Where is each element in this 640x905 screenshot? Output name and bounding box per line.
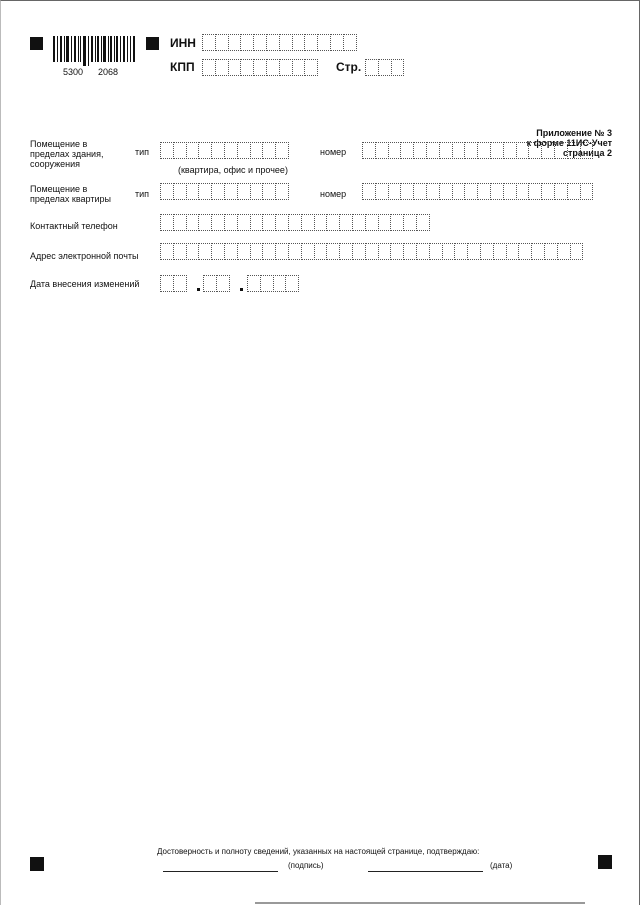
date-of-change-label: Дата внесения изменений: [30, 279, 140, 289]
phone-cells[interactable]: [160, 214, 429, 231]
apartment-number-cells[interactable]: [362, 183, 592, 200]
corner-marker-bottom-right: [598, 855, 612, 869]
page-number-cells[interactable]: [365, 59, 403, 76]
barcode-number-right: 2068: [98, 67, 119, 77]
building-number-label: номер: [320, 147, 347, 157]
barcode: [53, 36, 135, 66]
kpp-cells[interactable]: [202, 59, 317, 76]
attachment-line-2: к форме 11ИС-Учет: [526, 138, 612, 148]
barcode-number-left: 5300: [63, 67, 84, 77]
corner-marker-header: [146, 37, 159, 50]
apartment-type-label: тип: [135, 189, 150, 199]
date-caption: (дата): [490, 861, 513, 870]
confirmation-text: Достоверность и полноту сведений, указанных на настоящей странице, подтверждаю:: [157, 847, 480, 856]
email-cells[interactable]: [160, 243, 582, 260]
apartment-type-cells[interactable]: [160, 183, 288, 200]
building-number-cells[interactable]: [362, 142, 592, 159]
date-month-cells[interactable]: [203, 275, 229, 292]
date-day-cells[interactable]: [160, 275, 186, 292]
date-separator-dot: [240, 288, 243, 291]
phone-label: Контактный телефон: [30, 221, 118, 231]
building-type-label: тип: [135, 147, 150, 157]
signature-caption: (подпись): [288, 861, 324, 870]
attachment-line-3: страница 2: [562, 148, 612, 158]
inn-label: ИНН: [170, 36, 196, 50]
type-hint: (квартира, офис и прочее): [178, 165, 288, 175]
inn-cells[interactable]: [202, 34, 356, 51]
corner-marker-bottom-left: [30, 857, 44, 871]
page-edge-line: [255, 902, 585, 904]
date-line[interactable]: [368, 871, 483, 872]
building-type-cells[interactable]: [160, 142, 288, 159]
date-year-cells[interactable]: [247, 275, 298, 292]
building-premises-label: Помещение в пределах здания, сооружения: [30, 139, 104, 169]
apartment-number-label: номер: [320, 189, 347, 199]
signature-line[interactable]: [163, 871, 278, 872]
date-separator-dot: [197, 288, 200, 291]
kpp-label: КПП: [170, 60, 195, 74]
page-label: Стр.: [336, 60, 362, 74]
attachment-line-1: Приложение № 3: [536, 128, 612, 138]
email-label: Адрес электронной почты: [30, 251, 139, 261]
apartment-premises-label: Помещение в пределах квартиры: [30, 184, 111, 204]
corner-marker-top-left: [30, 37, 43, 50]
